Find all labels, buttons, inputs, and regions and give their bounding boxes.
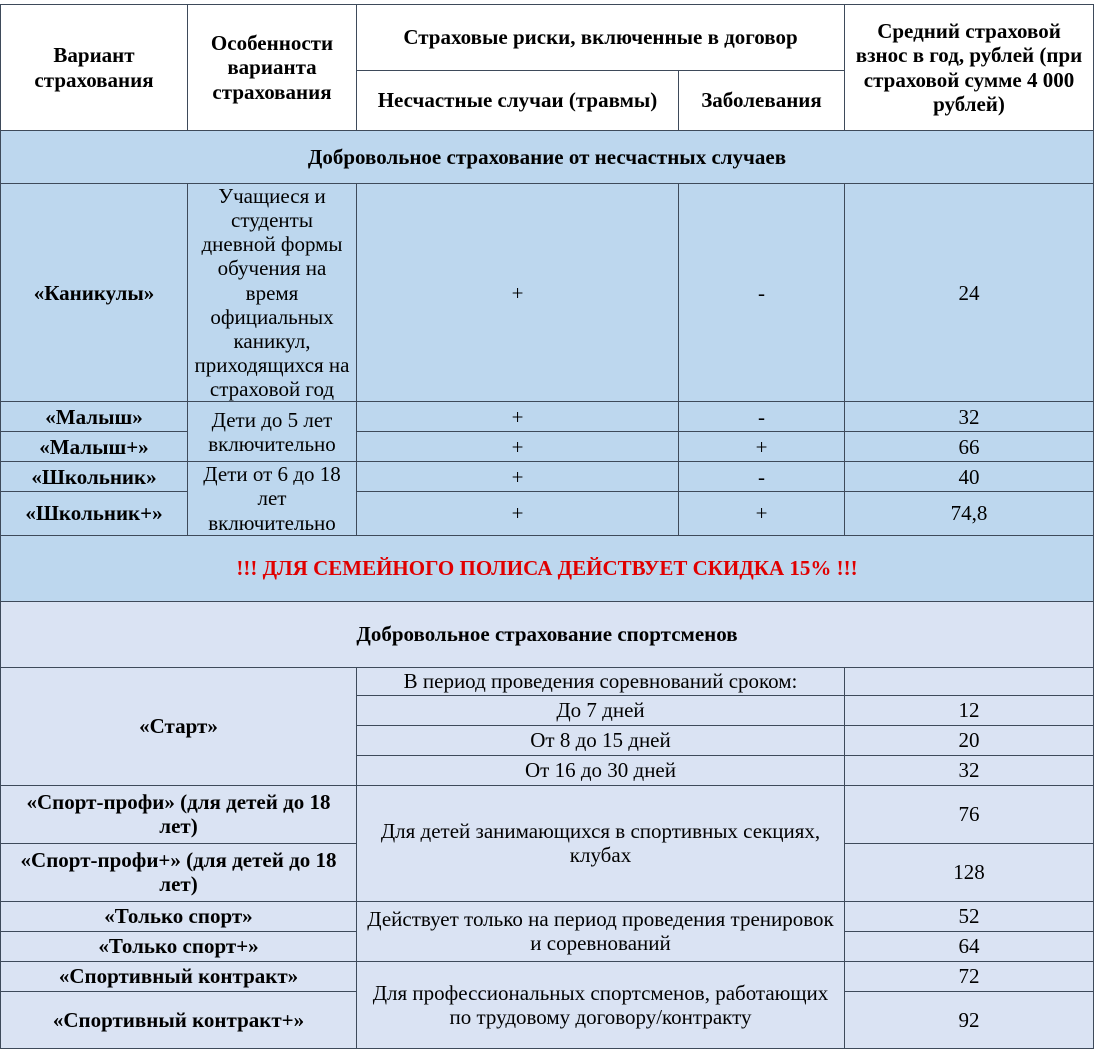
period-header: В период проведения соревнований сроком: xyxy=(357,667,845,695)
plan-features: Дети до 5 лет включительно xyxy=(188,402,357,462)
injury-mark: + xyxy=(357,462,679,492)
plan-name: «Только спорт» xyxy=(1,901,357,931)
period-label: До 7 дней xyxy=(357,695,845,725)
illness-mark: - xyxy=(679,462,845,492)
table-row xyxy=(1,901,1094,931)
plan-features: Учащиеся и студенты дневной формы обучения на время официальных каникул, приходящихся на страховой год xyxy=(188,184,357,402)
section-accident-title: Добровольное страхование от несчастных случаев xyxy=(1,131,1094,184)
premium-value: 92 xyxy=(845,991,1094,1048)
table-row xyxy=(1,492,1094,535)
injury-mark: + xyxy=(357,184,679,402)
table-row xyxy=(1,462,1094,492)
header-features: Особенности варианта страхования xyxy=(188,5,357,131)
injury-mark: + xyxy=(357,432,679,462)
table-row xyxy=(1,667,1094,695)
table-row xyxy=(1,961,1094,991)
family-discount-banner: !!! ДЛЯ СЕМЕЙНОГО ПОЛИСА ДЕЙСТВУЕТ СКИДКА 15% !!! xyxy=(1,535,1094,601)
plan-features: Действует только на период проведения тренировок и соревнований xyxy=(357,901,845,961)
plan-name: «Спорт-профи+» (для детей до 18 лет) xyxy=(1,843,357,901)
premium-value: 20 xyxy=(845,725,1094,755)
plan-name: «Школьник+» xyxy=(1,492,188,535)
insurance-table xyxy=(0,4,1094,1049)
plan-name: «Спортивный контракт+» xyxy=(1,991,357,1048)
premium-value: 74,8 xyxy=(845,492,1094,535)
premium-value: 128 xyxy=(845,843,1094,901)
illness-mark: - xyxy=(679,402,845,432)
illness-mark: + xyxy=(679,492,845,535)
premium-value: 52 xyxy=(845,901,1094,931)
plan-features: Для профессиональных спортсменов, работающих по трудовому договору/контракту xyxy=(357,961,845,1048)
plan-name: «Только спорт+» xyxy=(1,931,357,961)
illness-mark: - xyxy=(679,184,845,402)
section-sport-title: Добровольное страхование спортсменов xyxy=(1,601,1094,667)
premium-value: 40 xyxy=(845,462,1094,492)
header-illness: Заболевания xyxy=(679,71,845,131)
plan-name: «Каникулы» xyxy=(1,184,188,402)
plan-name: «Спортивный контракт» xyxy=(1,961,357,991)
premium-value: 24 xyxy=(845,184,1094,402)
header-variant: Вариант страхования xyxy=(1,5,188,131)
premium-value: 12 xyxy=(845,695,1094,725)
header-accidents: Несчастные случаи (травмы) xyxy=(357,71,679,131)
plan-name: «Малыш+» xyxy=(1,432,188,462)
premium-value: 72 xyxy=(845,961,1094,991)
premium-value: 76 xyxy=(845,785,1094,843)
table-row xyxy=(1,432,1094,462)
plan-name: «Старт» xyxy=(1,667,357,785)
premium-value-empty xyxy=(845,667,1094,695)
header-risks: Страховые риски, включенные в договор xyxy=(357,5,845,71)
plan-name: «Школьник» xyxy=(1,462,188,492)
table-row xyxy=(1,184,1094,402)
plan-name: «Малыш» xyxy=(1,402,188,432)
period-label: От 8 до 15 дней xyxy=(357,725,845,755)
table-row xyxy=(1,402,1094,432)
plan-features: Для детей занимающихся в спортивных секциях, клубах xyxy=(357,785,845,901)
table-row xyxy=(1,785,1094,843)
premium-value: 32 xyxy=(845,755,1094,785)
period-label: От 16 до 30 дней xyxy=(357,755,845,785)
plan-name: «Спорт-профи» (для детей до 18 лет) xyxy=(1,785,357,843)
injury-mark: + xyxy=(357,402,679,432)
premium-value: 32 xyxy=(845,402,1094,432)
illness-mark: + xyxy=(679,432,845,462)
premium-value: 66 xyxy=(845,432,1094,462)
injury-mark: + xyxy=(357,492,679,535)
header-premium: Средний страховой взнос в год, рублей (при страховой сумме 4 000 рублей) xyxy=(845,5,1094,131)
plan-features: Дети от 6 до 18 лет включительно xyxy=(188,462,357,535)
premium-value: 64 xyxy=(845,931,1094,961)
